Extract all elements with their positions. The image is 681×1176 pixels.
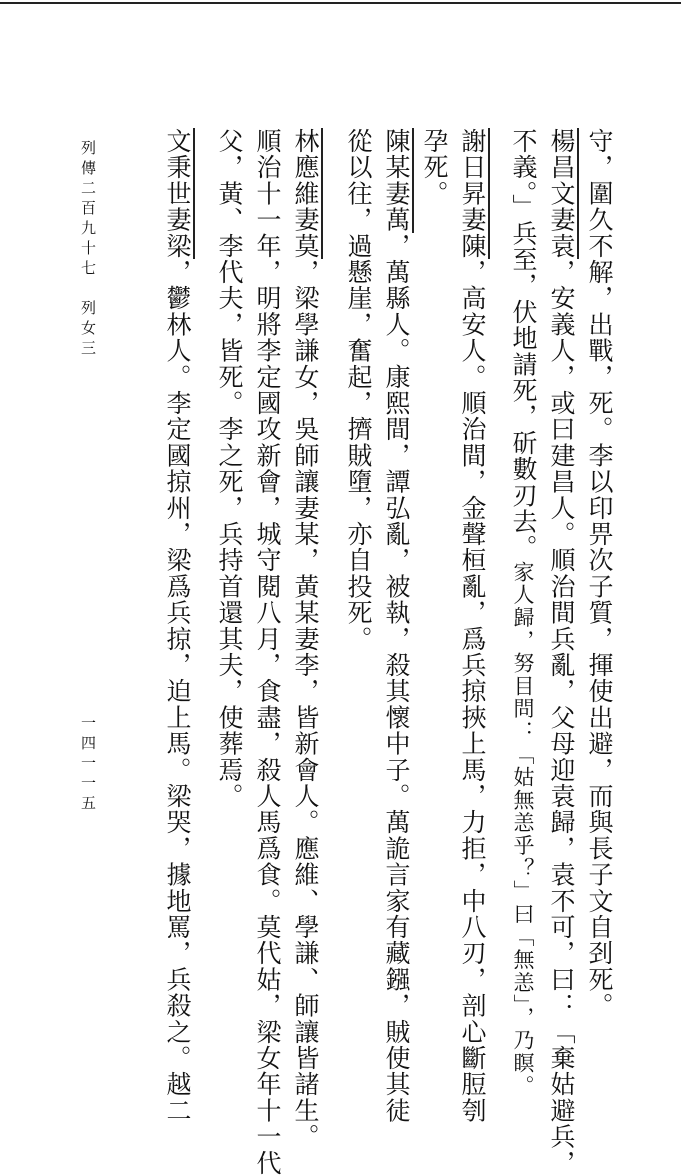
text-segment: ，萬縣人。康熙間，譚弘亂，被執，殺其懷中子。萬詭言家有藏鏹，賊使其徒 [382, 232, 411, 1124]
text-column [544, 128, 574, 1176]
text-segment: 從以往，過懸崖，奮起，擠賊墮，亦自投死。 [344, 128, 373, 652]
text-segment: ，高安人。順治間，金聲桓亂，爲兵掠挾上馬，力拒，中八刃，剖心斷脰刳 [458, 259, 487, 1124]
page-number: 一四一一五 [79, 715, 97, 815]
text-segment: ，安義人，或曰建昌人。順治間兵亂，父母迎袁歸，袁不可，曰：「棄姑避兵， [547, 259, 576, 1176]
top-rule [0, 2, 681, 4]
text-column [250, 128, 280, 1176]
text-segment: ，梁學謙女，吳師讓妻某，黃某妻李，皆新會人。應維、學謙、師讓皆諸生。 [291, 259, 320, 1150]
text-segment: 父，黃、李代夫，皆死。李之死，兵持首還其夫，使葬焉。 [215, 128, 244, 810]
text-segment: ，鬱林人。李定國掠州，梁爲兵掠，迫上馬。梁哭，據地罵，兵殺之。越二 [163, 259, 192, 1124]
text-column [160, 128, 190, 1124]
person-name: 陳某妻萬 [382, 128, 414, 233]
text-column [417, 128, 447, 207]
running-header: 列傳二百九十七 列女三 [79, 140, 97, 360]
small-print-text: 家人歸，努目問：「姑無恙乎？」曰「無恙」，乃瞑。 [511, 560, 535, 1098]
text-column [341, 128, 371, 652]
text-segment: 不義。」兵至，伏地請死，斫數刃去。 [509, 128, 538, 561]
text-column [455, 128, 485, 1124]
person-name: 林應維妻莫 [291, 128, 323, 259]
person-name: 謝日昇妻陳 [458, 128, 490, 259]
text-column [582, 128, 612, 1019]
text-column [212, 128, 242, 809]
text-column [379, 128, 409, 1124]
text-segment: 順治十一年，明將李定國攻新會，城守閱八月，食盡，殺人馬爲食。莫代姑，梁女年十一代 [253, 128, 282, 1176]
text-segment: 守，圍久不解，出戰，死。李以印畀次子質，揮使出避，而與長子文自刭死。 [585, 128, 614, 1019]
person-name: 文秉世妻梁 [163, 128, 195, 259]
person-name: 楊昌文妻袁 [547, 128, 579, 259]
text-column [288, 128, 318, 1150]
text-column [506, 128, 536, 1098]
text-segment: 孕死。 [420, 128, 449, 207]
